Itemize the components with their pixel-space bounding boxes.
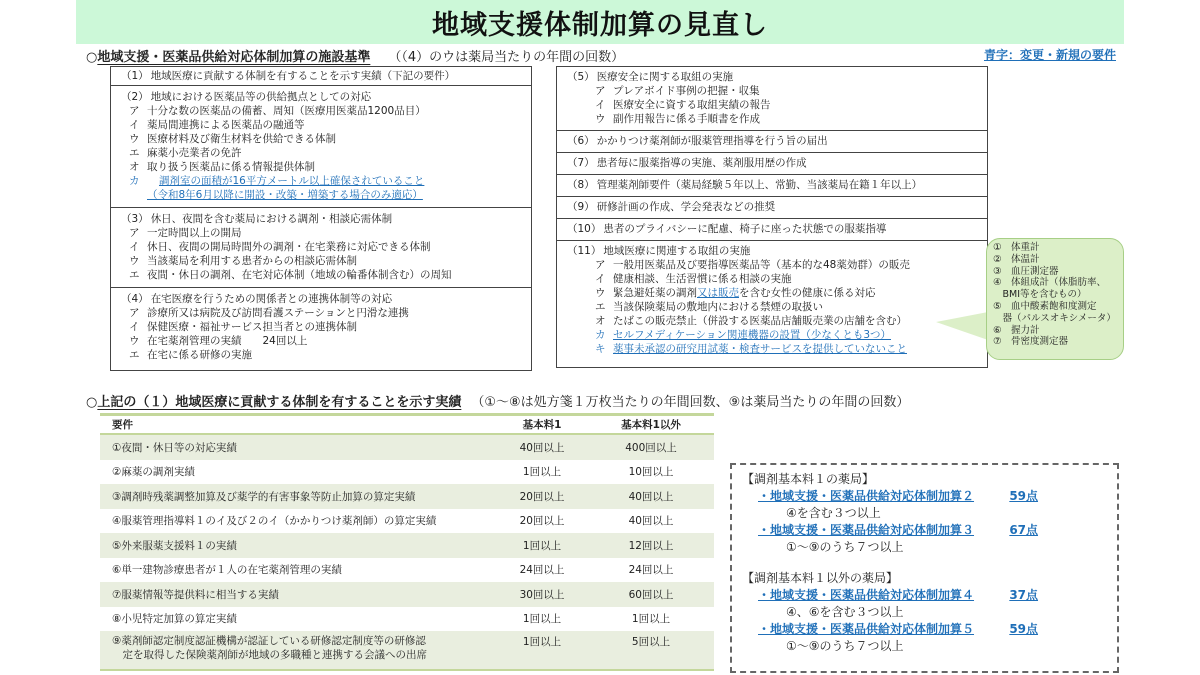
row-other: 60回以上: [628, 588, 674, 601]
legend-note: 青字：変更・新規の要件: [983, 48, 1116, 62]
group-label: 【調剤基本料１の薬局】: [742, 472, 875, 486]
addon-name: ・地域支援・医薬品供給対応体制加算２: [758, 489, 975, 503]
item-key: エ: [129, 147, 140, 159]
item-text-new: 調剤室の面積が16平方メートル以上確保されていること: [159, 175, 425, 187]
item-key: ウ: [129, 133, 140, 145]
item-key: ウ: [595, 287, 606, 299]
table-row: [100, 558, 714, 583]
equipment-item: ② 体温計: [993, 253, 1040, 265]
section1-title: 地域支援・医薬品供給対応体制加算の施設基準: [97, 50, 371, 65]
item-key: イ: [595, 273, 606, 285]
row-requirement: [100, 634, 496, 662]
table-row: [100, 509, 714, 534]
group-basic1: [742, 471, 1107, 556]
equipment-item: ① 体重計: [993, 242, 1040, 253]
item-key: キ: [595, 343, 606, 355]
criterion-head: 在宅医療を行うための関係者との連携体制等の対応: [150, 293, 393, 305]
row-basic1: 1回以上: [522, 613, 562, 626]
item-text: 在宅に係る研修の実施: [147, 349, 252, 361]
criterion-head: 研修計画の作成、学会発表などの推奨: [596, 201, 776, 213]
row-other: 1回以上: [631, 613, 671, 626]
item-key: ア: [129, 227, 140, 239]
item-text-new: 薬事未承認の研究用試薬・検査サービスを提供していないこと: [613, 343, 907, 355]
equipment-item: ⑤ 血中酸素飽和度測定: [993, 300, 1097, 312]
item-text: 休日、夜間の開局時間外の調剤・在宅業務に対応できる体制: [147, 241, 431, 253]
equipment-item: ④ 体組成計（体脂肪率、: [993, 277, 1107, 289]
item-text: プレアボイド事例の把握・収集: [613, 85, 760, 97]
criterion-head: 管理薬剤師要件（薬局経験５年以上、常勤、当該薬局在籍１年以上）: [596, 179, 923, 191]
addon-points: 59点: [1009, 489, 1039, 503]
item-key: ア: [129, 307, 140, 319]
criterion-key: （5）: [567, 71, 595, 83]
row-requirement: ⑤外来服薬支援料１の実績: [112, 539, 237, 552]
criterion-head: 地域における医薬品等の供給拠点としての対応: [150, 91, 372, 103]
criterion-key: （6）: [567, 135, 595, 147]
item-key: ウ: [595, 113, 606, 125]
addon-points: 67点: [1009, 523, 1039, 537]
criterion-key: （3）: [121, 213, 149, 225]
item-text: 一定時間以上の開局: [147, 227, 242, 239]
item-key: カ: [595, 329, 606, 341]
item-text: 医療安全に資する取組実績の報告: [613, 99, 771, 111]
row-other: 400回以上: [625, 441, 677, 454]
item-text-new: 又は販売: [697, 287, 739, 299]
criterion-key: （10）: [567, 223, 602, 235]
addon-points: 37点: [1009, 588, 1039, 602]
section1-heading: [86, 46, 624, 65]
table-row: [100, 607, 714, 632]
row-basic1: 20回以上: [519, 515, 565, 528]
item-key: イ: [129, 119, 140, 131]
item-key: ウ: [129, 255, 140, 267]
table-row: [100, 435, 714, 460]
equipment-callout: [986, 238, 1124, 360]
item-key: ウ: [129, 335, 140, 347]
section2-note: （①～⑧は処方箋１万枚当たりの年間回数、⑨は薬局当たりの年間の回数）: [471, 395, 910, 410]
row-basic1: 1回以上: [522, 539, 562, 552]
criterion-key: （8）: [567, 179, 595, 191]
row-requirement: ⑧小児特定加算の算定実績: [112, 613, 237, 626]
item-key: カ: [129, 175, 140, 187]
item-text: 当該薬局を利用する患者からの相談応需体制: [147, 255, 357, 267]
criteria-box-left: [110, 66, 532, 371]
row-basic1: 24回以上: [519, 564, 565, 577]
row-basic1: 1回以上: [522, 466, 562, 479]
criterion-key: （2）: [121, 91, 149, 103]
row-requirement: ①夜間・休日等の対応実績: [112, 441, 237, 454]
item-key: エ: [129, 349, 140, 361]
row-requirement: ⑦服薬情報等提供料に相当する実績: [112, 588, 279, 601]
criterion-11: [557, 241, 987, 358]
row-basic1: 30回以上: [519, 588, 565, 601]
row-other: 40回以上: [628, 490, 674, 503]
item-text: 副作用報告に係る手順書を作成: [613, 113, 760, 125]
equipment-item: ⑦ 骨密度測定器: [993, 336, 1069, 348]
row-requirement: ③調剤時残薬調整加算及び薬学的有害事象等防止加算の算定実績: [112, 490, 416, 503]
addon-condition: ④を含む３つ以上: [786, 506, 881, 520]
criterion-key: （1）: [121, 70, 149, 82]
addon-condition: ④、⑥を含む３つ以上: [786, 605, 904, 619]
item-key: ア: [595, 259, 606, 271]
item-text: 緊急避妊薬の調剤: [613, 287, 697, 299]
bubble-pointer: [936, 312, 988, 340]
item-text: 夜間・休日の調剤、在宅対応体制（地域の輪番体制含む）の周知: [147, 269, 452, 281]
section2-title: 上記の（１）地域医療に貢献する体制を有することを示す実績: [97, 395, 462, 410]
table-row: [100, 460, 714, 485]
criterion-key: （4）: [121, 293, 149, 305]
criteria-box-right: [556, 66, 988, 368]
table-row: [100, 484, 714, 509]
header-basic1: 基本料1: [522, 419, 562, 431]
row-basic1: 40回以上: [519, 441, 565, 454]
item-text: 医療材料及び衛生材料を供給できる体制: [147, 133, 336, 145]
item-key: エ: [595, 301, 606, 313]
row-other: 24回以上: [628, 564, 674, 577]
item-key: エ: [129, 269, 140, 281]
section1-note: （（4）のウは薬局当たりの年間の回数）: [388, 50, 625, 65]
section1-bullet: ○: [86, 50, 98, 65]
row-requirement: ⑥単一建物診療患者が１人の在宅薬剤管理の実績: [112, 564, 342, 577]
item-key: イ: [129, 321, 140, 333]
header-requirement: 要件: [112, 419, 133, 431]
criterion-head: 患者のプライバシーに配慮、椅子に座った状態での服薬指導: [603, 223, 887, 235]
criterion-7: [557, 153, 987, 175]
table-header: [100, 413, 714, 435]
item-text-new: （令和8年6月以降に開設・改築・増築する場合のみ適応）: [147, 189, 423, 201]
criterion-head: かかりつけ薬剤師が服薬管理指導を行う旨の届出: [596, 135, 828, 147]
addon-condition: ①～⑨のうち７つ以上: [786, 639, 904, 653]
item-text: 診療所又は病院及び訪問看護ステーションと円滑な連携: [147, 307, 409, 319]
equipment-item: ⑥ 握力計: [993, 324, 1040, 336]
criterion-8: [557, 175, 987, 197]
addon-name: ・地域支援・医薬品供給対応体制加算３: [758, 523, 975, 537]
item-text: 在宅薬剤管理の実績 24回以上: [147, 335, 308, 347]
group-other: [742, 570, 1107, 655]
criterion-head: 休日、夜間を含む薬局における調剤・相談応需体制: [150, 213, 393, 225]
criterion-head: 患者毎に服薬指導の実施、薬剤服用歴の作成: [596, 157, 807, 169]
criterion-9: [557, 197, 987, 219]
criterion-2: [111, 86, 531, 208]
criterion-key: （11）: [567, 245, 602, 257]
item-text: 当該保険薬局の敷地内における禁煙の取扱い: [613, 301, 823, 313]
criterion-key: （7）: [567, 157, 595, 169]
item-text: を含む女性の健康に係る対応: [739, 287, 876, 299]
item-key: イ: [129, 241, 140, 253]
criterion-6: [557, 131, 987, 153]
row-basic1: 1回以上: [522, 636, 562, 648]
criterion-10: [557, 219, 987, 241]
item-key: ア: [595, 85, 606, 97]
page-title: 地域支援体制加算の見直し: [432, 9, 768, 41]
addon-item: [742, 587, 1107, 604]
addon-item: [742, 488, 1107, 505]
addon-condition: ①～⑨のうち７つ以上: [786, 540, 904, 554]
table-row: [100, 533, 714, 558]
addon-item: [742, 621, 1107, 638]
section2-bullet: ○: [86, 395, 98, 410]
addon-name: ・地域支援・医薬品供給対応体制加算５: [758, 622, 975, 636]
item-key: オ: [595, 315, 606, 327]
criterion-head: 医療安全に関する取組の実施: [596, 71, 734, 83]
section2-heading: [86, 391, 909, 410]
row-other: 40回以上: [628, 515, 674, 528]
equipment-item: 器（パルスオキシメータ）: [993, 312, 1116, 324]
header-other: 基本料1以外: [621, 419, 681, 431]
table-row: [100, 631, 714, 671]
item-key: オ: [129, 161, 140, 173]
equipment-item: BMI等を含むもの）: [993, 289, 1087, 301]
row-requirement: ④服薬管理指導料１のイ及び２のイ（かかりつけ薬剤師）の算定実績: [112, 515, 437, 528]
item-text: 一般用医薬品及び要指導医薬品等（基本的な48薬効群）の販売: [613, 259, 910, 271]
addon-points: 59点: [1009, 622, 1039, 636]
title-banner: [76, 0, 1124, 44]
row-requirement: ②麻薬の調剤実績: [112, 466, 195, 479]
item-text: 麻薬小売業者の免許: [147, 147, 242, 159]
item-text: 健康相談、生活習慣に係る相談の実施: [613, 273, 792, 285]
criterion-key: （9）: [567, 201, 595, 213]
criterion-3: [111, 208, 531, 288]
criterion-head: 地域医療に関連する取組の実施: [603, 245, 751, 257]
equipment-item: ③ 血圧測定器: [993, 265, 1059, 277]
item-text: 薬局間連携による医薬品の融通等: [147, 119, 305, 131]
item-text-new: セルフメディケーション関連機器の設置（少なくとも3つ）: [613, 329, 891, 341]
item-key: イ: [595, 99, 606, 111]
row-other: 12回以上: [628, 539, 674, 552]
row-other: 10回以上: [628, 466, 674, 479]
item-text: 保健医療・福祉サービス担当者との連携体制: [147, 321, 357, 333]
criterion-4: [111, 288, 531, 364]
group-label: 【調剤基本料１以外の薬局】: [742, 571, 899, 585]
row-other: 5回以上: [631, 636, 671, 648]
row-requirement-line1: ⑨薬剤師認定制度認証機構が認証している研修認定制度等の研修認: [112, 635, 426, 647]
item-text: 取り扱う医薬品に係る情報提供体制: [147, 161, 315, 173]
criterion-1: [111, 67, 531, 86]
item-text: 十分な数の医薬品の備蓄、周知（医療用医薬品1200品目）: [147, 105, 426, 117]
criterion-head: 地域医療に貢献する体制を有することを示す実績（下記の要件）: [150, 70, 456, 82]
item-key: ア: [129, 105, 140, 117]
addon-name: ・地域支援・医薬品供給対応体制加算４: [758, 588, 975, 602]
row-basic1: 20回以上: [519, 490, 565, 503]
item-text: たばこの販売禁止（併設する医薬品店舗販売業の店舗を含む）: [613, 315, 907, 327]
results-table: [100, 413, 714, 671]
addon-item: [742, 522, 1107, 539]
points-summary-box: [730, 463, 1119, 673]
row-requirement-line2: 定を取得した保険薬剤師が地域の多職種と連携する会議への出席: [112, 649, 427, 661]
table-row: [100, 582, 714, 607]
criterion-5: [557, 67, 987, 131]
